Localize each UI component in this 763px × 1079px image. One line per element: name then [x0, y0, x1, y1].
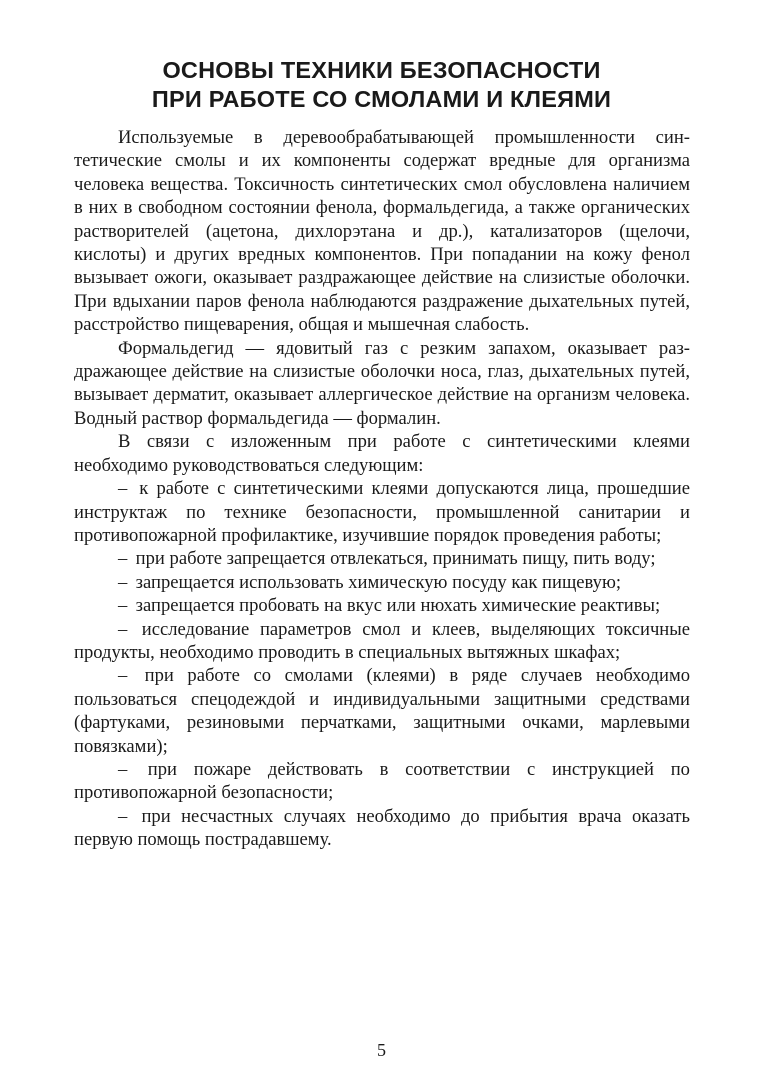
page-number: 5 — [377, 1040, 386, 1060]
list-item-text: при пожаре действовать в соответствии с инструкцией по противопожарной безопасности; — [74, 758, 690, 804]
list-item-text: при несчастных случаях необходимо до прибытия врача оказать первую помощь пострадавшему. — [74, 805, 690, 851]
list-dash: – — [118, 548, 128, 570]
list-item-text: запрещается пробовать на вкус или нюхать химические реактивы; — [135, 595, 661, 617]
page-title — [60, 56, 703, 114]
list-dash: – — [118, 665, 128, 687]
list-item — [74, 594, 690, 617]
list-dash: – — [118, 805, 128, 827]
list-item — [74, 477, 690, 547]
list-item-text: при работе запрещается отвлекаться, принимать пищу, пить воду; — [135, 548, 656, 570]
list-dash: – — [118, 595, 128, 617]
paragraph-requirements: В связи с изложенным при работе с синтетическими клеями необходимо руководствоваться следующим: — [74, 431, 690, 476]
title-line-1: ОСНОВЫ ТЕХНИКИ БЕЗОПАСНОСТИ — [162, 57, 601, 83]
list-item-text: к работе с синтетическими клеями допускаются лица, прошедшие инструктаж по технике безопасности, промышленной санитарии и противопожарной профилактике, изучившие порядок проведения работы; — [74, 478, 690, 546]
list-dash: – — [118, 478, 128, 500]
list-item — [74, 664, 690, 758]
list-dash: – — [118, 758, 128, 780]
list-item — [74, 618, 690, 665]
list-item — [74, 547, 690, 570]
list-item-text: исследование параметров смол и клеев, выделяющих токсичные продукты, необходимо проводить в специальных вытяжных шкафах; — [74, 618, 690, 663]
list-dash: – — [118, 618, 128, 640]
list-dash: – — [118, 571, 128, 593]
list-item — [74, 571, 690, 594]
list-item — [74, 758, 690, 805]
paragraph-intro: Используемые в деревообрабатывающей промышленности синтетические смолы и их компоненты содержат вредные для организма человека вещества. Токсичность синтетических смол обусловлена наличием в них в свободном состоянии фенола, формальдегида, а также органических растворителей (ацетона, дихлорэтана и др.), катализаторов (щелочи, кислоты) и других вредных компонентов. При попадании на кожу фенол вызывает ожоги, оказывает раздражающее действие на слизистые оболочки. При вдыхании паров фенола наблюдаются раздражение дыхательных путей, расстройство пищеварения, общая и мышечная слабость. — [74, 127, 690, 336]
list-item-text: запрещается использовать химическую посуду как пищевую; — [135, 571, 622, 593]
body-text — [74, 126, 690, 852]
list-item — [74, 805, 690, 852]
paragraph-formaldehyde: Формальдегид — ядовитый газ с резким запахом, оказывает раздражающее действие на слизистые оболочки носа, глаз, дыхательных путей, вызывает дерматит, оказывает аллергическое действие на организм человека. Водный раствор формальдегида — формалин. — [74, 337, 690, 429]
list-item-text: при работе со смолами (клеями) в ряде случаев необходимо пользоваться спецодеждой и индивидуальными защитными средствами (фартуками, резиновыми перчатками, защитными очками, марлевыми повязками); — [74, 665, 691, 757]
title-line-2: ПРИ РАБОТЕ СО СМОЛАМИ И КЛЕЯМИ — [151, 86, 612, 112]
